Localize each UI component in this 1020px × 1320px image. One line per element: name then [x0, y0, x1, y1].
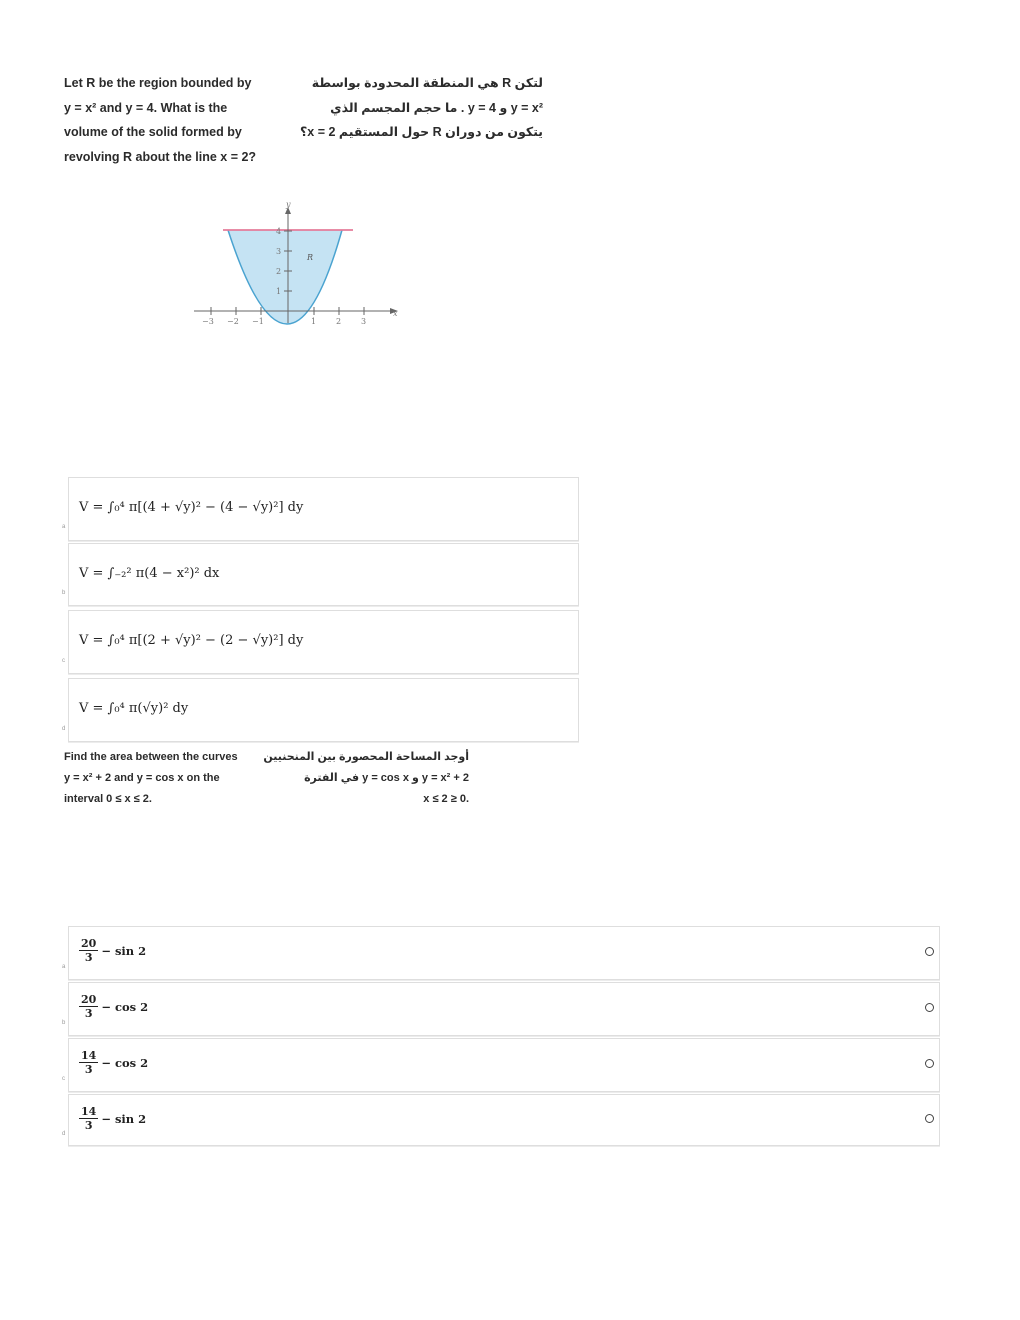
radio-button-c[interactable] — [925, 1059, 934, 1068]
q1-option-a-formula: V = ∫₀⁴ π[(4 + √y)² − (4 − √y)²] dy — [79, 500, 304, 515]
x-axis-label: x — [393, 309, 398, 318]
q1-option-c-letter: c — [62, 658, 65, 664]
question1-line-1: Let R be the region bounded by — [64, 76, 252, 90]
denominator: 3 — [84, 1063, 93, 1076]
expression-tail: − sin 2 — [101, 1111, 147, 1126]
question1-line-3: volume of the solid formed by — [64, 125, 242, 139]
numerator: 14 — [81, 1105, 97, 1118]
expression-tail: − sin 2 — [101, 943, 147, 958]
q2-option-b-letter: b — [62, 1020, 66, 1026]
x-tick-label: 2 — [336, 317, 342, 326]
fraction — [79, 993, 98, 1020]
x-tick-label: 3 — [361, 317, 367, 326]
q2-option-d-letter: d — [62, 1131, 66, 1137]
q2-option-a-letter: a — [62, 964, 66, 970]
q1-option-d-letter: d — [62, 726, 66, 732]
question1-arabic-text — [300, 71, 543, 145]
question1-line-4: revolving R about the line x = 2? — [64, 149, 257, 164]
y-tick-label: 2 — [276, 267, 282, 276]
question1-arabic-line-1: لتكن R هي المنطقة المحدودة بواسطة — [311, 76, 543, 90]
x-tick-label: −3 — [202, 317, 214, 326]
radio-button-b[interactable] — [925, 1003, 934, 1012]
question1-line-2: y = x² and y = 4. What is the — [64, 100, 228, 115]
question2-line-3: interval 0 ≤ x ≤ 2. — [64, 793, 152, 805]
y-axis-label: y — [286, 200, 291, 209]
question1-arabic-line-3: يتكون من دوران R حول المستقيم x = 2؟ — [300, 125, 543, 139]
q1-option-c-formula: V = ∫₀⁴ π[(2 + √y)² − (2 − √y)²] dy — [79, 633, 304, 648]
q2-option-d[interactable] — [68, 1094, 940, 1146]
question2-arabic-line-2: y = x² + 2 و y = cos x في الفترة — [304, 772, 469, 784]
expression-tail: − cos 2 — [101, 999, 149, 1014]
fraction — [79, 1049, 98, 1076]
q1-option-a-letter: a — [62, 524, 66, 530]
x-tick-label: 1 — [311, 317, 317, 326]
q2-option-d-value — [79, 1105, 146, 1132]
q1-option-d-formula: V = ∫₀⁴ π(√y)² dy — [79, 701, 189, 716]
x-tick-label: −1 — [252, 317, 264, 326]
expression-tail: − cos 2 — [101, 1055, 149, 1070]
y-tick-label: 1 — [276, 287, 282, 296]
q1-option-a[interactable] — [68, 477, 579, 541]
denominator: 3 — [84, 951, 93, 964]
numerator: 14 — [81, 1049, 97, 1062]
region-label: R — [307, 253, 314, 262]
question2-line-1: Find the area between the curves — [64, 751, 238, 763]
numerator: 20 — [81, 993, 97, 1006]
q2-option-a[interactable] — [68, 926, 940, 980]
q2-option-c-letter: c — [62, 1076, 65, 1082]
question1-arabic-line-2: y = x² و y = 4 . ما حجم المجسم الذي — [330, 100, 543, 115]
q2-option-c-value — [79, 1049, 148, 1076]
q2-option-b[interactable] — [68, 982, 940, 1036]
y-tick-label: 3 — [276, 247, 282, 256]
q2-option-a-value — [79, 937, 146, 964]
q1-option-b-formula: V = ∫₋₂² π(4 − x²)² dx — [79, 566, 220, 581]
denominator: 3 — [84, 1119, 93, 1132]
fraction — [79, 937, 98, 964]
question1-text — [64, 71, 304, 169]
region-graph — [190, 198, 405, 338]
radio-button-d[interactable] — [925, 1114, 934, 1123]
q1-option-b[interactable] — [68, 543, 579, 606]
fraction — [79, 1105, 98, 1132]
question2-arabic-text — [240, 747, 469, 810]
q2-option-c[interactable] — [68, 1038, 940, 1092]
q1-option-c[interactable] — [68, 610, 579, 674]
question2-arabic-line-1: أوجد المساحة المحصورة بين المنحنيين — [263, 751, 469, 763]
question2-arabic-line-3: .0 ≤ x ≤ 2 — [423, 793, 469, 805]
numerator: 20 — [81, 937, 97, 950]
question2-line-2: y = x² + 2 and y = cos x on the — [64, 772, 220, 784]
q2-option-b-value — [79, 993, 148, 1020]
q1-option-d[interactable] — [68, 678, 579, 742]
x-tick-label: −2 — [227, 317, 239, 326]
denominator: 3 — [84, 1007, 93, 1020]
y-tick-label: 4 — [276, 227, 282, 236]
q1-option-b-letter: b — [62, 590, 66, 596]
radio-button-a[interactable] — [925, 947, 934, 956]
